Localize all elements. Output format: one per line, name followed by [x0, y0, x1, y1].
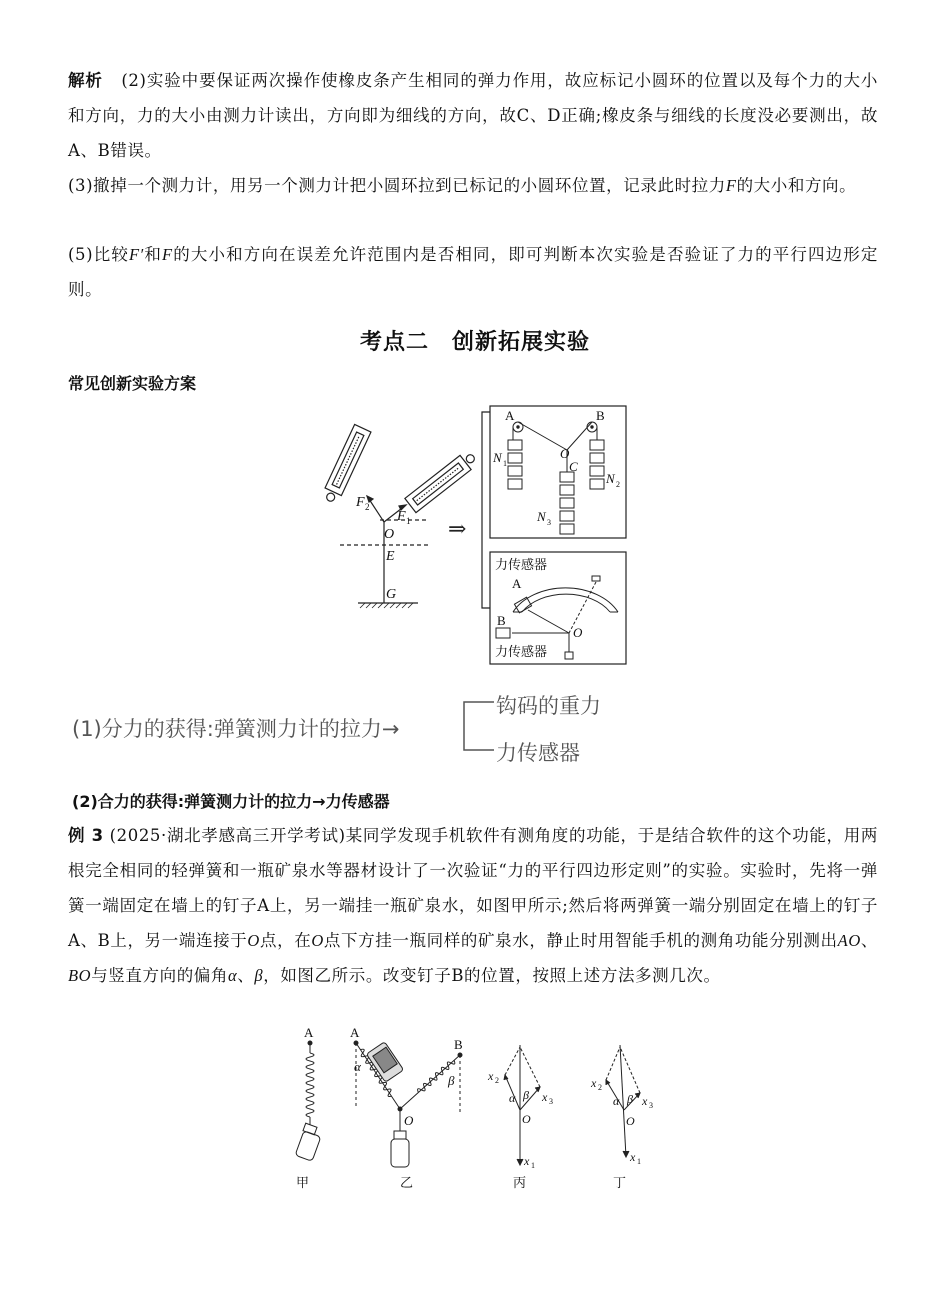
panel-ding-labels: [590, 1076, 653, 1166]
tree-bracket: [458, 692, 498, 762]
example-text-e: ，如图乙所示。改变钉子B的位置，按照上述方法多测几次。: [263, 966, 721, 985]
bing-x3-sub: 3: [549, 1097, 553, 1106]
analysis-text-3b: 的大小和方向在误差允许范围内是否相同，即可判断本次实验是否验证了力的平行四边形定则。: [68, 245, 878, 299]
example-ao: AO: [837, 931, 861, 950]
item-2: (2)合力的获得:弹簧测力计的拉力→力传感器: [72, 792, 390, 811]
label-g: G: [386, 587, 397, 602]
panel-jia: [295, 1041, 321, 1161]
ding-beta: β: [627, 1092, 633, 1106]
top-box-labels: [492, 408, 620, 527]
analysis-paragraph-2: [68, 168, 878, 203]
yi-label-a: A: [350, 1025, 360, 1040]
panel-yi-labels: [350, 1025, 463, 1128]
sensor-top-label: 力传感器: [495, 558, 548, 573]
ding-x1: x: [630, 1150, 636, 1164]
label-f2-sub: 2: [365, 502, 370, 512]
section-subtitle: 常见创新实验方案: [68, 374, 197, 393]
panel-yi: [354, 1041, 462, 1167]
tree-branch-1: 钩码的重力: [496, 694, 601, 718]
bing-o: O: [522, 1112, 531, 1126]
analysis-text-2b: 的大小和方向。: [736, 176, 857, 195]
bing-beta: β: [523, 1088, 529, 1102]
top-a: A: [505, 408, 515, 423]
label-f1-sub: 1: [406, 516, 411, 526]
bing-alpha: α: [509, 1091, 516, 1105]
panel-bing: [504, 1045, 540, 1165]
top-n2-sub: 2: [616, 480, 620, 489]
top-n3-sub: 3: [547, 518, 551, 527]
var-f-2: F: [162, 245, 173, 264]
bottom-o: O: [573, 625, 583, 640]
bing-x2: x: [488, 1069, 494, 1083]
ding-x1-sub: 1: [637, 1157, 641, 1166]
top-c: C: [569, 459, 578, 474]
top-o: O: [560, 446, 570, 461]
top-n2: N: [606, 471, 615, 486]
example-o2: O: [311, 931, 324, 950]
bottom-b: B: [497, 613, 506, 628]
tree-root: (1)分力的获得:弹簧测力计的拉力→: [72, 717, 400, 741]
label-f1: F: [397, 509, 406, 524]
example-text-d: 与竖直方向的偏角: [91, 966, 229, 985]
figure-innovation-setups: [320, 400, 640, 670]
example-alpha: α: [228, 966, 238, 985]
caption-jia: 甲: [296, 1176, 310, 1191]
caption-yi: 乙: [400, 1176, 414, 1191]
top-b: B: [596, 408, 605, 423]
analysis-label: 解析: [68, 71, 103, 90]
example-sep2: 、: [237, 966, 255, 985]
analysis-text-1: (2)实验中要保证两次操作使橡皮条产生相同的弹力作用，故应标记小圆环的位置以及每个力的大小和方向，力的大小由测力计读出，方向即为细线的方向，故C、D正确;橡皮条与细线的长度没必要测出，故A、B错误。: [68, 71, 878, 160]
bing-x1: x: [524, 1154, 530, 1168]
figure2-captions: [296, 1176, 626, 1191]
analysis-text-3mid: 和: [143, 245, 163, 264]
example-text-b: 点，在: [259, 931, 312, 950]
ding-x3-sub: 3: [649, 1101, 653, 1110]
analysis-paragraph-3: [68, 237, 878, 307]
yi-label-o: O: [404, 1113, 414, 1128]
top-n1-sub: 1: [503, 459, 507, 468]
bing-x2-sub: 2: [495, 1076, 499, 1085]
bing-x1-sub: 1: [531, 1161, 535, 1170]
caption-ding: 丁: [613, 1176, 627, 1191]
figure-spring-experiment: [280, 1025, 680, 1195]
yi-label-beta: β: [448, 1073, 455, 1088]
jia-label-a: A: [304, 1025, 314, 1040]
bottom-a: A: [512, 576, 522, 591]
label-o-left: O: [384, 527, 395, 542]
example-3-paragraph: [68, 818, 878, 993]
ding-x2: x: [591, 1076, 597, 1090]
ding-o: O: [626, 1114, 635, 1128]
bracket: [482, 412, 490, 608]
label-e: E: [386, 549, 395, 564]
analysis-paragraph-1: [68, 63, 878, 168]
caption-bing: 丙: [513, 1176, 527, 1191]
implies-arrow: ⇒: [448, 516, 467, 541]
var-f: F: [725, 176, 737, 195]
var-f-prime: F′: [128, 245, 144, 264]
ding-x2-sub: 2: [598, 1083, 602, 1092]
yi-label-b: B: [454, 1037, 463, 1052]
top-n1: N: [493, 450, 502, 465]
example-beta: β: [254, 966, 264, 985]
top-n3: N: [537, 509, 546, 524]
bottom-box-labels: [495, 557, 583, 660]
section-heading: 考点二 创新拓展实验: [359, 330, 590, 355]
example-label: 例 3: [68, 826, 104, 845]
analysis-text-3a: (5)比较: [68, 245, 129, 264]
yi-label-alpha: α: [354, 1059, 361, 1074]
sensor-bottom-label: 力传感器: [495, 645, 548, 660]
top-box-drawing: [508, 422, 604, 534]
example-sep: 、: [860, 931, 878, 950]
tree-branch-2: 力传感器: [496, 741, 580, 765]
ding-alpha: α: [613, 1094, 620, 1108]
ding-x3: x: [642, 1094, 648, 1108]
analysis-text-2a: (3)撤掉一个测力计，用另一个测力计把小圆环拉到已标记的小圆环位置，记录此时拉力: [68, 176, 726, 195]
example-source: (2025·湖北孝感高三开学考试): [109, 826, 346, 845]
bing-x3: x: [542, 1090, 548, 1104]
example-text-c: 点下方挂一瓶同样的矿泉水，静止时用智能手机的测角功能分别测出: [323, 931, 838, 950]
example-o1: O: [247, 931, 260, 950]
example-bo: BO: [68, 966, 92, 985]
left-setup-labels: [355, 495, 411, 602]
example-text-a: 某同学发现手机软件有测角度的功能，于是结合软件的这个功能，用两根完全相同的轻弹簧和一瓶矿泉水等器材设计了一次验证“力的平行四边形定则”的实验。实验时，先将一弹簧一端固定在墙上的钉子A上，另一端挂一瓶矿泉水，如图甲所示;然后将两弹簧一端分别固定在墙上的钉子A、B上，另一端连接于: [68, 826, 878, 950]
panel-ding: [606, 1045, 640, 1157]
label-f2: F: [356, 495, 365, 510]
